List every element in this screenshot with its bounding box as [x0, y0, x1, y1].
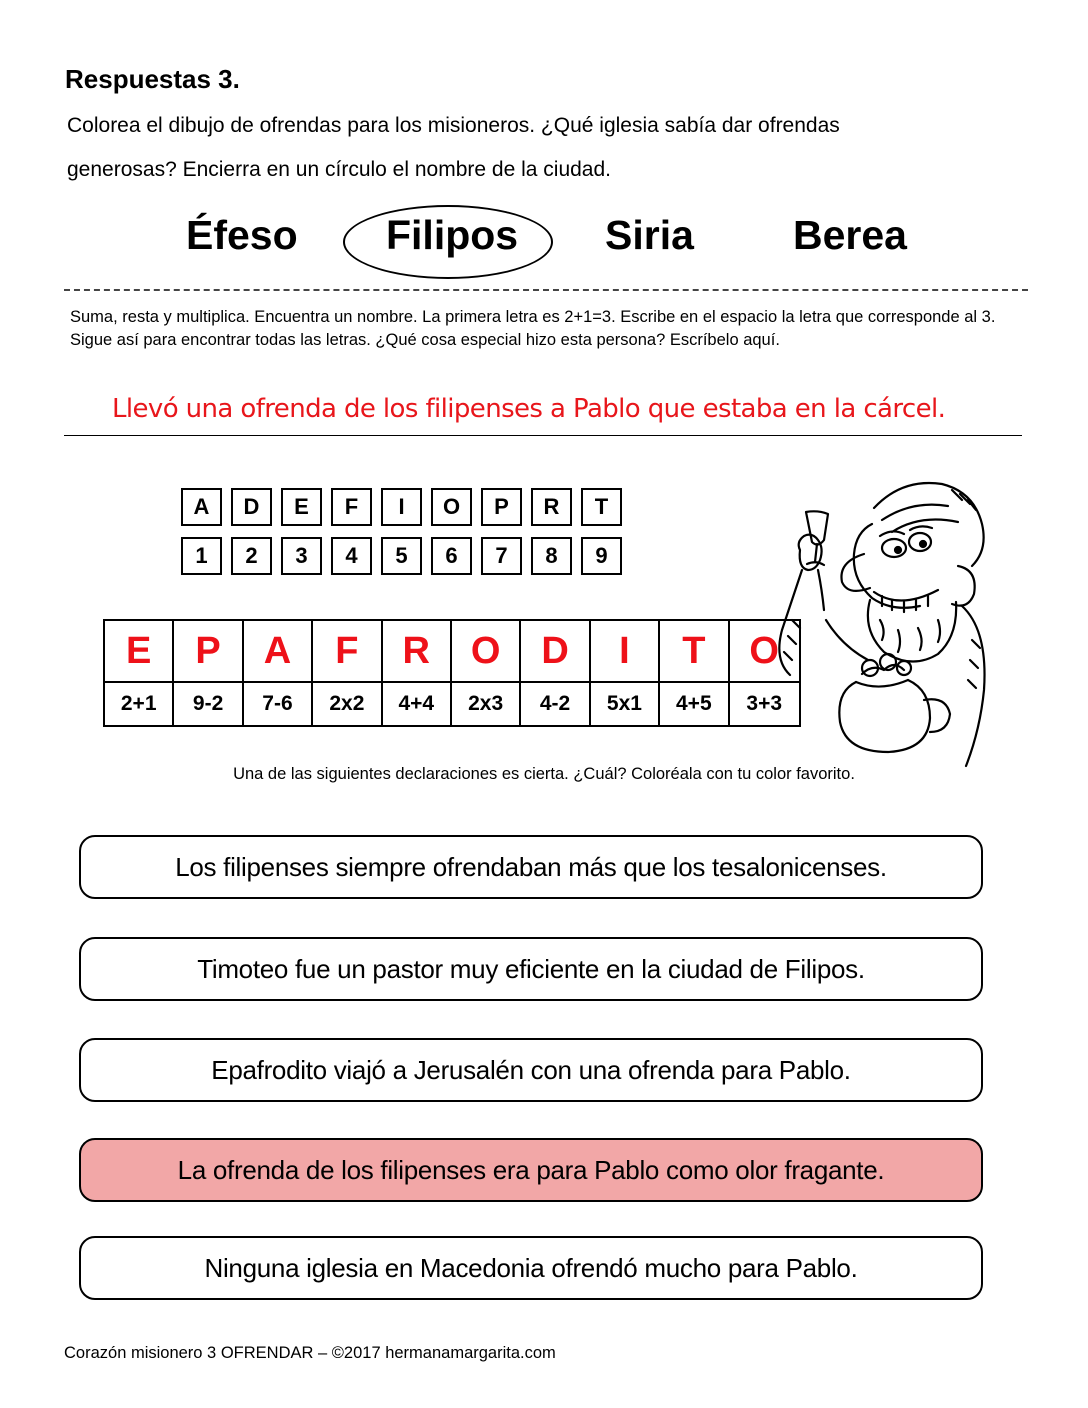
code-letter[interactable]: T [660, 621, 729, 683]
answer-underline [64, 435, 1022, 436]
puzzle-instructions: Suma, resta y multiplica. Encuentra un nombre. La primera letra es 2+1=3. Escribe en el espacio la letra que corresponde al 3. Sigue así para encontrar todas las letras. ¿Qué cosa especial hizo esta persona? Escríbelo aquí. [70, 308, 996, 349]
code-letter[interactable]: A [244, 621, 313, 683]
code-letter[interactable]: E [105, 621, 174, 683]
city-siria[interactable]: Siria [605, 212, 694, 258]
key-letter: P [481, 488, 522, 526]
key-number: 2 [231, 537, 272, 575]
answer-text: Llevó una ofrenda de los filipenses a Pablo que estaba en la cárcel. [112, 394, 946, 424]
code-letter[interactable]: P [174, 621, 243, 683]
key-letter: E [281, 488, 322, 526]
code-clue: 7-6 [244, 683, 313, 725]
code-letter[interactable]: F [313, 621, 382, 683]
instruction-line-1: Colorea el dibujo de ofrendas para los misioneros. ¿Qué iglesia sabía dar ofrendas [67, 114, 840, 137]
key-letter: T [581, 488, 622, 526]
code-clue: 2x2 [313, 683, 382, 725]
city-efeso[interactable]: Éfeso [186, 212, 298, 258]
statement-option[interactable]: Timoteo fue un pastor muy eficiente en la ciudad de Filipos. [79, 937, 983, 1001]
code-letter[interactable]: O [452, 621, 521, 683]
page-title: Respuestas 3. [65, 64, 240, 94]
key-number: 7 [481, 537, 522, 575]
code-clue: 4+5 [660, 683, 729, 725]
key-number: 6 [431, 537, 472, 575]
key-letter: F [331, 488, 372, 526]
key-number: 9 [581, 537, 622, 575]
key-letters-row [181, 488, 622, 526]
code-letter[interactable]: R [383, 621, 452, 683]
code-letter[interactable]: O [730, 621, 799, 683]
code-letter[interactable]: I [591, 621, 660, 683]
code-letter[interactable]: D [521, 621, 590, 683]
key-letter: O [431, 488, 472, 526]
key-number: 3 [281, 537, 322, 575]
key-number: 5 [381, 537, 422, 575]
key-letter: I [381, 488, 422, 526]
key-number: 4 [331, 537, 372, 575]
code-clue: 2+1 [105, 683, 174, 725]
code-clue: 9-2 [174, 683, 243, 725]
code-puzzle-grid [103, 619, 801, 727]
city-filipos[interactable]: Filipos [386, 212, 519, 258]
statement-option-correct[interactable]: La ofrenda de los filipenses era para Pablo como olor fragante. [79, 1138, 983, 1202]
instruction-line-2: generosas? Encierra en un círculo el nombre de la ciudad. [67, 158, 611, 181]
code-clue: 2x3 [452, 683, 521, 725]
key-number: 1 [181, 537, 222, 575]
code-clue: 4+4 [383, 683, 452, 725]
dashed-divider [64, 289, 1028, 291]
key-letter: R [531, 488, 572, 526]
statement-option[interactable]: Ninguna iglesia en Macedonia ofrendó mucho para Pablo. [79, 1236, 983, 1300]
key-number: 8 [531, 537, 572, 575]
code-clue: 5x1 [591, 683, 660, 725]
key-letter: A [181, 488, 222, 526]
key-numbers-row [181, 537, 622, 575]
cartoon-man-with-cup-illustration [752, 470, 992, 770]
key-letter: D [231, 488, 272, 526]
city-berea[interactable]: Berea [793, 212, 907, 258]
footer-credit: Corazón misionero 3 OFRENDAR – ©2017 hermanamargarita.com [64, 1344, 556, 1362]
statement-option[interactable]: Los filipenses siempre ofrendaban más que los tesalonicenses. [79, 835, 983, 899]
code-clue: 4-2 [521, 683, 590, 725]
statements-instructions: Una de las siguientes declaraciones es cierta. ¿Cuál? Coloréala con tu color favorito. [233, 765, 855, 783]
code-clue: 3+3 [746, 692, 783, 715]
statement-option[interactable]: Epafrodito viajó a Jerusalén con una ofrenda para Pablo. [79, 1038, 983, 1102]
